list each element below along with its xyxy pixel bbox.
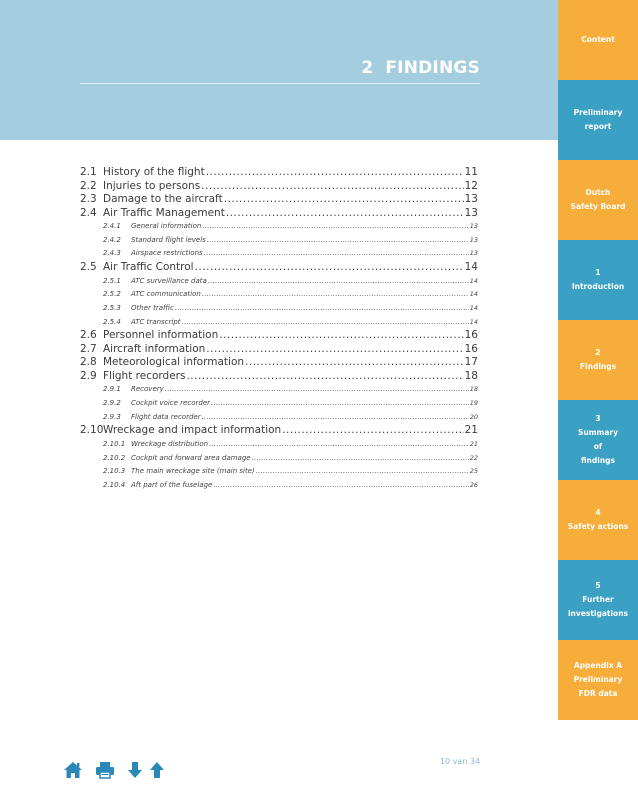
toc-page: 13 [469,249,478,258]
toc-entry[interactable] [80,370,478,384]
toc-title: Cockpit and forward area damage [131,453,251,462]
toc-subentry[interactable] [80,438,478,452]
toc-leader [204,247,469,261]
tab-label: Introduction [571,282,625,291]
toc-page: 18 [464,369,478,382]
tab-label: 2 [595,348,601,357]
sidebar-tab-findings[interactable] [558,320,638,400]
toc-number: 2.5.3 [103,303,121,312]
toc-number: 2.10.1 [103,439,126,448]
toc-number: 2.7 [80,342,97,355]
tab-label: 4 [595,508,601,517]
toc-subentry[interactable] [80,316,478,330]
toc-page: 11 [464,166,478,178]
toc-leader [201,180,463,194]
toc-page: 26 [469,480,478,489]
tab-label: Safety Board [570,202,626,211]
toc-subentry[interactable] [80,302,478,316]
tab-label: Safety actions [567,522,629,531]
toc-leader [256,465,469,479]
toc-number: 2.4.3 [103,249,121,258]
toc-leader [224,193,464,207]
chapter-title: FINDINGS [385,58,480,78]
toc-leader [202,220,468,234]
toc-title: Aircraft information [103,342,206,355]
toc-page: 22 [469,453,478,462]
toc-page: 14 [469,290,478,299]
toc-leader [219,329,463,343]
tab-label: 1 [595,268,601,277]
page-indicator: 10 van 34 [439,757,480,766]
title-divider [80,83,480,84]
toc-title: Injuries to persons [103,179,201,192]
toc-title: Air Traffic Management [103,206,225,219]
toc-leader [208,275,469,289]
tab-label: Dutch [585,188,611,197]
toc-page: 20 [469,412,478,421]
toc-number: 2.5.1 [103,276,121,285]
toc-title: Damage to the aircraft [103,193,223,205]
toc-page: 25 [469,467,478,476]
toc-page: 14 [469,303,478,312]
toc-leader [165,383,469,397]
toc-title: Meteorological information [103,356,245,369]
toc-number: 2.10.4 [103,480,126,489]
print-icon[interactable] [95,761,115,779]
toc-subentry[interactable] [80,247,478,261]
toc-subentry[interactable] [80,383,478,397]
sidebar-tab-further-investigations[interactable] [558,560,638,640]
toc-entry[interactable] [80,356,478,370]
tab-label: findings [580,456,615,465]
tab-label: of [593,442,603,451]
tab-label: 3 [595,414,601,423]
tab-label: FDR data [578,689,618,698]
toc-number: 2.5.2 [103,290,121,299]
toc-subentry[interactable] [80,275,478,289]
toc-leader [282,424,463,438]
toc-page: 13 [469,235,478,244]
toc-page: 14 [469,317,478,326]
toc-leader [213,479,468,493]
arrow-up-icon[interactable] [149,761,165,779]
toc-subentry[interactable] [80,452,478,466]
toc-title: ATC transcript [131,317,181,326]
toc-leader [206,166,464,180]
tab-label: Preliminary [573,108,623,117]
toc-entry[interactable] [80,424,478,438]
toc-page: 17 [464,356,478,369]
toc-leader [252,452,469,466]
sidebar-tab-safety-actions[interactable] [558,480,638,560]
toc-entry[interactable] [80,180,478,194]
toc-number: 2.9.3 [103,412,121,421]
toc-leader [226,207,464,221]
tab-label: report [584,122,612,131]
arrow-down-icon[interactable] [127,761,143,779]
toc-number: 2.9 [80,369,97,382]
toc-number: 2.3 [80,193,97,205]
toc-title: Aft part of the fuselage [131,480,213,489]
toc-number: 2.9.2 [103,399,121,407]
toc-title: Standard flight levels [131,235,206,244]
toc-number: 2.10 [80,424,104,437]
toc-title: History of the flight [103,166,205,178]
toc-leader [206,343,463,357]
sidebar-tab-introduction[interactable] [558,240,638,320]
toc-title: Flight recorders [103,369,186,382]
toc-title: General information [131,222,202,230]
toc-entry[interactable] [80,261,478,275]
toc-page: 14 [464,261,478,274]
toc-page: 16 [464,329,478,342]
toc-subentry[interactable] [80,288,478,302]
toc-title: Wreckage and impact information [103,424,282,437]
toc-subentry[interactable] [80,234,478,248]
toc-leader [195,261,464,275]
toc-page: 13 [464,206,478,219]
toc-subentry[interactable] [80,411,478,425]
toc-number: 2.5 [80,261,97,274]
toc-title: ATC surveillance data [131,276,207,285]
toc-number: 2.6 [80,329,97,342]
navigation-toolbar [63,760,165,780]
home-icon[interactable] [63,761,83,779]
toc-title: Air Traffic Control [103,261,194,274]
toc-leader [209,438,469,452]
toc-page: 13 [464,193,478,205]
toc-entry[interactable] [80,207,478,221]
toc-title: Other traffic [131,303,174,312]
toc-number: 2.9.1 [103,385,121,394]
tab-label: 5 [595,581,601,590]
page-title [300,58,480,78]
toc-leader [175,302,469,316]
toc-entry[interactable] [80,166,478,180]
toc-page: 21 [464,424,478,437]
toc-subentry[interactable] [80,479,478,493]
toc-subentry[interactable] [80,220,478,234]
tab-label: Content [581,35,615,44]
toc-leader [182,316,469,330]
tab-label: Summary [577,428,619,437]
sidebar-tab-content[interactable] [558,0,638,80]
toc-page: 12 [464,179,478,192]
toc-entry[interactable] [80,329,478,343]
toc-title: Airspace restrictions [131,249,203,258]
toc-number: 2.1 [80,166,97,178]
toc-page: 14 [469,276,478,285]
toc-entry[interactable] [80,343,478,357]
toc-number: 2.5.4 [103,317,121,326]
toc-leader [186,370,463,384]
sidebar-tab-appendix-a[interactable] [558,640,638,720]
toc-page: 19 [469,399,478,407]
toc-page: 13 [469,222,478,230]
toc-page: 16 [464,342,478,355]
tab-label: Appendix A [573,661,623,670]
toc-number: 2.10.3 [103,467,126,476]
toc-title: Flight data recorder [131,412,201,421]
chapter-number: 2 [361,58,374,78]
toc-leader [202,411,469,425]
sidebar-nav [558,0,638,790]
sidebar-tab-dutch-safety-board[interactable] [558,160,638,240]
toc-subentry[interactable] [80,397,478,411]
toc-page: 21 [469,439,478,448]
toc-title: Wreckage distribution [131,439,209,448]
toc-number: 2.4.1 [103,222,121,230]
toc-page: 18 [469,385,478,394]
sidebar-tab-preliminary-report[interactable] [558,80,638,160]
toc-entry[interactable] [80,193,478,207]
toc-title: Cockpit voice recorder [131,399,211,407]
toc-number: 2.4 [80,206,97,219]
toc-leader [202,288,469,302]
tab-label: Further [582,595,614,604]
tab-label: Preliminary [573,675,623,684]
sidebar-tab-summary-of-findings[interactable] [558,400,638,480]
toc-number: 2.8 [80,356,97,369]
toc-title: Recovery [131,385,164,394]
toc-subentry[interactable] [80,465,478,479]
table-of-contents [80,166,478,493]
toc-leader [207,234,469,248]
toc-leader [245,356,464,370]
tab-label: investigations [567,609,629,618]
toc-title: ATC communication [131,290,201,299]
toc-number: 2.4.2 [103,235,121,244]
toc-title: The main wreckage site (main site) [131,467,255,476]
toc-title: Personnel information [103,329,219,342]
toc-number: 2.2 [80,179,97,192]
tab-label: Findings [579,362,617,371]
toc-leader [211,397,469,411]
toc-number: 2.10.2 [103,453,126,462]
